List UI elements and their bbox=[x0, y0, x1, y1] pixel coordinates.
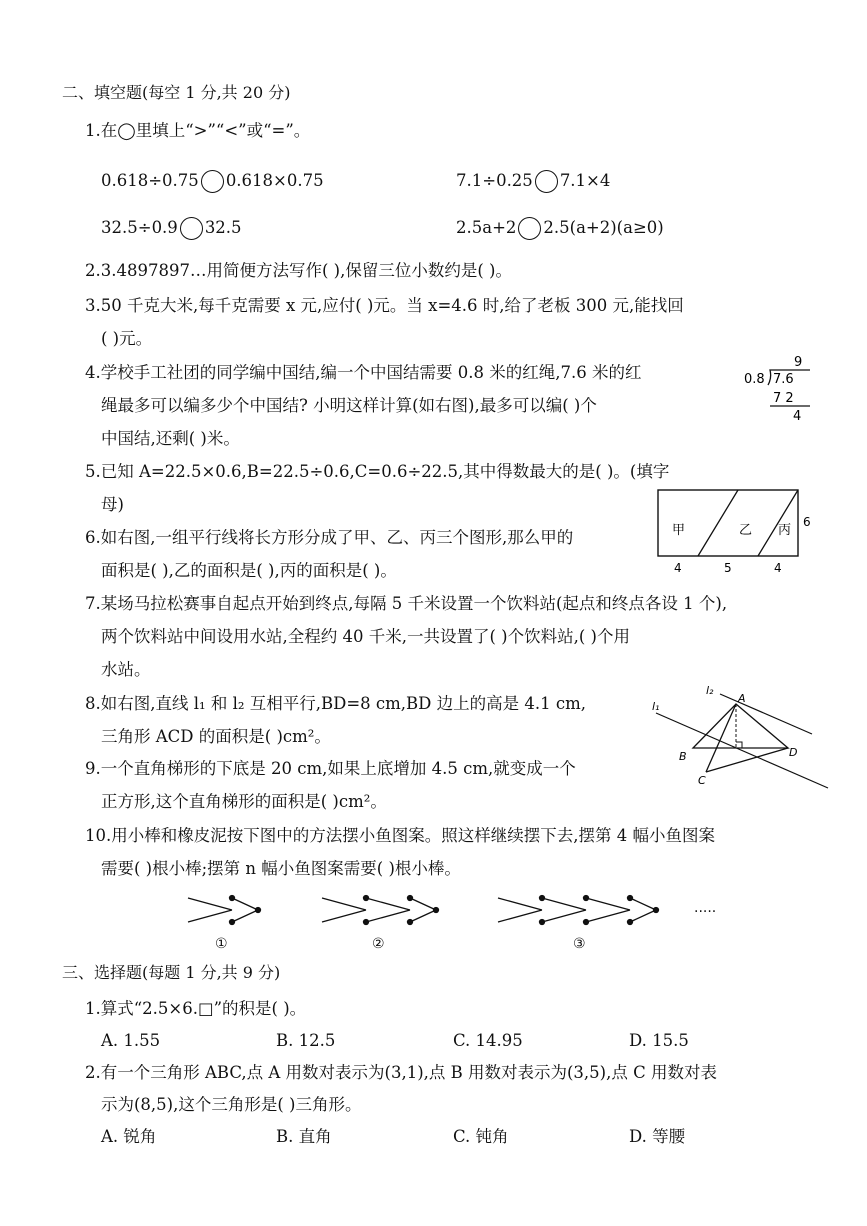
choice-2-option-b[interactable]: B. 直角 bbox=[276, 1127, 332, 1146]
question-7-line-2: 两个饮料站中间设用水站,全程约 40 千米,一共设置了( )个饮料站,( )个用 bbox=[101, 627, 630, 646]
compare-left: 32.5÷0.9 bbox=[101, 218, 178, 237]
triangle-abd bbox=[693, 704, 788, 748]
bottom-label-3: 4 bbox=[774, 561, 782, 575]
question-9-line-2: 正方形,这个直角梯形的面积是( )cm²。 bbox=[101, 792, 387, 811]
choice-1-option-a[interactable]: A. 1.55 bbox=[101, 1031, 161, 1050]
question-4-line-1: 4.学校手工社团的同学编中国结,编一个中国结需要 0.8 米的红绳,7.6 米的红 bbox=[85, 363, 642, 382]
compare-left: 7.1÷0.25 bbox=[456, 171, 533, 190]
question-6-line-1: 6.如右图,一组平行线将长方形分成了甲、乙、丙三个图形,那么甲的 bbox=[85, 528, 574, 547]
long-division-figure bbox=[740, 352, 820, 424]
l1-label: l₁ bbox=[652, 700, 660, 713]
compare-item-4 bbox=[456, 217, 664, 240]
point-b-label: B bbox=[679, 750, 687, 763]
fish-ellipsis: ..... bbox=[694, 900, 717, 916]
question-8-line-1: 8.如右图,直线 l₁ 和 l₂ 互相平行,BD=8 cm,BD 边上的高是 4.1 cm, bbox=[85, 694, 587, 713]
compare-right: 2.5(a+2)(a≥0) bbox=[543, 218, 664, 237]
fish-caption-2: ② bbox=[372, 936, 385, 952]
question-9-line-1: 9.一个直角梯形的下底是 20 cm,如果上底增加 4.5 cm,就变成一个 bbox=[85, 759, 576, 778]
section-2-title: 二、填空题(每空 1 分,共 20 分) bbox=[62, 83, 291, 102]
fish-pattern-figure bbox=[180, 892, 740, 954]
region-jia-label: 甲 bbox=[672, 523, 686, 538]
answer-circle[interactable] bbox=[535, 170, 558, 193]
region-bing-label: 丙 bbox=[778, 523, 792, 538]
bottom-label-1: 4 bbox=[674, 561, 682, 575]
question-7-line-1: 7.某场马拉松赛事自起点开始到终点,每隔 5 千米设置一个饮料站(起点和终点各设 1 个), bbox=[85, 594, 728, 613]
choice-question-1-stem: 1.算式“2.5×6.□”的积是( )。 bbox=[85, 999, 307, 1018]
answer-circle[interactable] bbox=[201, 170, 224, 193]
section-3-title: 三、选择题(每题 1 分,共 9 分) bbox=[62, 963, 281, 982]
choice-1-option-c[interactable]: C. 14.95 bbox=[453, 1031, 523, 1050]
compare-item-2 bbox=[456, 170, 610, 193]
answer-circle[interactable] bbox=[180, 217, 203, 240]
question-10-line-1: 10.用小棒和橡皮泥按下图中的方法摆小鱼图案。照这样继续摆下去,摆第 4 幅小鱼图案 bbox=[85, 826, 715, 845]
rectangle-figure bbox=[650, 484, 820, 576]
point-c-label: C bbox=[698, 774, 706, 787]
question-5-line-1: 5.已知 A=22.5×0.6,B=22.5÷0.6,C=0.6÷22.5,其中得数最大的是( )。(填字 bbox=[85, 462, 670, 481]
choice-2-option-d[interactable]: D. 等腰 bbox=[629, 1127, 686, 1146]
parallel-line-1 bbox=[698, 490, 738, 556]
question-7-line-3: 水站。 bbox=[101, 660, 151, 679]
line-l2 bbox=[720, 694, 812, 734]
division-product: 7 2 bbox=[773, 391, 794, 406]
choice-question-2-line-2: 示为(8,5),这个三角形是( )三角形。 bbox=[101, 1095, 362, 1114]
fish-caption-3: ③ bbox=[573, 936, 586, 952]
compare-left: 0.618÷0.75 bbox=[101, 171, 199, 190]
right-angle-mark bbox=[736, 742, 742, 748]
choice-2-option-c[interactable]: C. 钝角 bbox=[453, 1127, 509, 1146]
question-3-line-2: ( )元。 bbox=[101, 329, 153, 348]
fish-pattern-2 bbox=[322, 896, 439, 953]
choice-1-option-b[interactable]: B. 12.5 bbox=[276, 1031, 336, 1050]
question-5-line-2: 母) bbox=[101, 495, 124, 514]
segment-ac bbox=[706, 704, 736, 772]
division-quotient: 9 bbox=[794, 355, 803, 370]
question-2: 2.3.4897897…用简便方法写作( ),保留三位小数约是( )。 bbox=[85, 261, 512, 280]
choice-1-option-d[interactable]: D. 15.5 bbox=[629, 1031, 689, 1050]
compare-right: 7.1×4 bbox=[559, 171, 611, 190]
compare-right: 32.5 bbox=[204, 218, 242, 237]
triangle-figure bbox=[648, 680, 838, 790]
answer-circle[interactable] bbox=[518, 217, 541, 240]
choice-2-option-a[interactable]: A. 锐角 bbox=[101, 1127, 157, 1146]
fish-pattern-1 bbox=[188, 896, 261, 953]
height-label: 6 bbox=[803, 515, 811, 529]
question-4-line-3: 中国结,还剩( )米。 bbox=[101, 429, 240, 448]
fish-pattern-3 bbox=[498, 896, 659, 953]
point-d-label: D bbox=[789, 746, 798, 759]
fish-caption-1: ① bbox=[215, 936, 228, 952]
division-divisor: 0.8 bbox=[744, 372, 765, 387]
question-1-stem: 1.在◯里填上“>”“<”或“=”。 bbox=[85, 121, 311, 140]
compare-item-3 bbox=[101, 217, 242, 240]
compare-right: 0.618×0.75 bbox=[225, 171, 324, 190]
question-10-line-2: 需要( )根小棒;摆第 n 幅小鱼图案需要( )根小棒。 bbox=[101, 859, 461, 878]
choice-question-2-line-1: 2.有一个三角形 ABC,点 A 用数对表示为(3,1),点 B 用数对表示为(3,5),点 C 用数对表 bbox=[85, 1063, 717, 1082]
question-4-line-2: 绳最多可以编多少个中国结? 小明这样计算(如右图),最多可以编( )个 bbox=[101, 396, 597, 415]
question-3-line-1: 3.50 千克大米,每千克需要 x 元,应付( )元。当 x=4.6 时,给了老板 300 元,能找回 bbox=[85, 296, 684, 315]
region-yi-label: 乙 bbox=[739, 523, 753, 538]
division-remainder: 4 bbox=[793, 409, 802, 424]
question-8-line-2: 三角形 ACD 的面积是( )cm²。 bbox=[101, 727, 331, 746]
l2-label: l₂ bbox=[706, 684, 714, 697]
compare-left: 2.5a+2 bbox=[456, 218, 517, 237]
bottom-label-2: 5 bbox=[724, 561, 732, 575]
division-dividend: 7.6 bbox=[773, 372, 794, 387]
point-a-label: A bbox=[738, 692, 746, 705]
question-6-line-2: 面积是( ),乙的面积是( ),丙的面积是( )。 bbox=[101, 561, 397, 580]
compare-item-1 bbox=[101, 170, 324, 193]
segment-cd bbox=[706, 748, 788, 772]
